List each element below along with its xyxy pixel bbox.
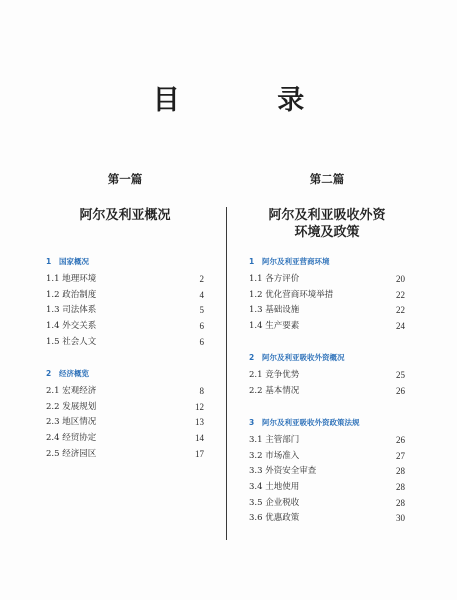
toc-entry[interactable] xyxy=(46,415,204,431)
part-title xyxy=(249,207,405,241)
toc-entry-page: 6 xyxy=(199,321,204,332)
toc-entry[interactable] xyxy=(249,433,405,449)
toc-entry-page: 28 xyxy=(396,482,405,493)
toc-entry-page: 26 xyxy=(396,385,405,396)
section-heading[interactable] xyxy=(249,353,405,363)
toc-entry-label: 2.1 宏观经济 xyxy=(46,386,97,396)
toc-entry-label: 1.3 司法体系 xyxy=(46,305,97,316)
toc-entry[interactable] xyxy=(249,319,405,335)
toc-entry-page: 24 xyxy=(396,321,405,332)
toc-entry-page: 28 xyxy=(396,497,405,508)
section-heading[interactable] xyxy=(46,369,204,379)
section-number: 2 xyxy=(46,369,52,378)
toc-entry[interactable] xyxy=(46,400,204,416)
toc-entry-page: 5 xyxy=(199,305,204,316)
section-heading-text: 阿尔及利亚吸收外资政策法规 xyxy=(262,418,360,427)
toc-entry-page: 4 xyxy=(199,289,204,300)
toc-entry-page: 2 xyxy=(199,274,204,284)
toc-entry[interactable] xyxy=(46,303,204,319)
toc-entry-label: 2.2 发展规划 xyxy=(46,401,97,412)
part-1-column xyxy=(46,172,204,459)
toc-entry-page: 14 xyxy=(195,433,204,444)
toc-entry-label: 2.4 经贸协定 xyxy=(46,433,97,444)
section-heading[interactable] xyxy=(249,418,405,428)
toc-entry[interactable] xyxy=(46,335,204,351)
part-title-line: 阿尔及利亚吸收外资 xyxy=(268,208,386,223)
toc-entry-page: 22 xyxy=(396,289,405,300)
part-2-column xyxy=(249,172,405,524)
toc-entry-page: 6 xyxy=(199,336,204,347)
toc-entry-label: 1.4 生产要素 xyxy=(249,321,300,332)
toc-entry-label: 1.2 政治制度 xyxy=(46,289,97,300)
section-number: 3 xyxy=(249,418,255,427)
section-number: 1 xyxy=(249,257,255,266)
toc-entry[interactable] xyxy=(249,272,405,288)
toc-entry-page: 8 xyxy=(199,386,204,396)
toc-entry-label: 3.1 主管部门 xyxy=(249,435,300,445)
toc-entry-page: 17 xyxy=(195,448,204,459)
toc-entry-label: 1.1 各方评价 xyxy=(249,274,300,284)
toc-entry-label: 2.2 基本情况 xyxy=(249,385,300,396)
toc-entry-label: 3.3 外资安全审查 xyxy=(249,466,317,477)
column-divider xyxy=(226,207,227,540)
section-heading-text: 阿尔及利亚营商环境 xyxy=(262,257,330,266)
toc-entry-label: 3.2 市场准入 xyxy=(249,450,300,461)
section-number: 1 xyxy=(46,257,52,266)
part-title-line: 阿尔及利亚概况 xyxy=(79,208,171,223)
toc-entry-label: 3.6 优惠政策 xyxy=(249,513,300,524)
section-heading-text: 国家概况 xyxy=(59,257,89,266)
toc-entry[interactable] xyxy=(249,384,405,400)
toc-entry-label: 2.3 地区情况 xyxy=(46,417,97,428)
toc-entry-page: 26 xyxy=(396,435,405,445)
toc-entry[interactable] xyxy=(249,480,405,496)
toc-entry-page: 25 xyxy=(396,370,405,380)
toc-entry-label: 3.4 土地使用 xyxy=(249,482,300,493)
toc-entry[interactable] xyxy=(249,464,405,480)
toc-entry-page: 20 xyxy=(396,274,405,284)
toc-entry[interactable] xyxy=(46,272,204,288)
toc-entry-page: 30 xyxy=(396,513,405,524)
toc-section xyxy=(46,257,204,350)
section-heading-text: 阿尔及利亚吸收外资概况 xyxy=(262,353,345,362)
toc-entry-label: 1.5 社会人文 xyxy=(46,336,97,347)
toc-entry[interactable] xyxy=(249,449,405,465)
toc-entry[interactable] xyxy=(249,496,405,512)
toc-entry[interactable] xyxy=(46,319,204,335)
toc-entry[interactable] xyxy=(46,384,204,400)
part-label: 第一篇 xyxy=(107,172,143,186)
section-heading-text: 经济概览 xyxy=(59,369,89,378)
part-label: 第二篇 xyxy=(309,172,345,186)
toc-entry-label: 1.4 外交关系 xyxy=(46,321,97,332)
toc-entry-label: 1.2 优化营商环境举措 xyxy=(249,289,334,300)
toc-section xyxy=(46,369,204,462)
toc-entry-label: 1.1 地理环境 xyxy=(46,274,97,284)
toc-entry-page: 27 xyxy=(396,450,405,461)
toc-section xyxy=(249,418,405,527)
toc-entry-page: 12 xyxy=(195,401,204,412)
toc-entry[interactable] xyxy=(249,511,405,527)
toc-entry-page: 28 xyxy=(396,466,405,477)
part-title xyxy=(46,207,204,224)
toc-entry-label: 1.3 基础设施 xyxy=(249,305,300,316)
toc-entry-label: 2.5 经济园区 xyxy=(46,448,97,459)
toc-entry-page: 22 xyxy=(396,305,405,316)
part-title-line: 环境及政策 xyxy=(294,225,360,240)
toc-entry[interactable] xyxy=(46,447,204,463)
toc-section xyxy=(249,353,405,399)
page-title: 目 录 xyxy=(152,85,349,116)
section-heading[interactable] xyxy=(46,257,204,267)
toc-entry[interactable] xyxy=(249,288,405,304)
toc-entry[interactable] xyxy=(249,303,405,319)
toc-entry[interactable] xyxy=(46,431,204,447)
toc-entry-label: 3.5 企业税收 xyxy=(249,497,300,508)
toc-entry[interactable] xyxy=(46,288,204,304)
toc-section xyxy=(249,257,405,335)
section-number: 2 xyxy=(249,353,255,362)
toc-entry-page: 13 xyxy=(195,417,204,428)
toc-entry[interactable] xyxy=(249,368,405,384)
toc-entry-label: 2.1 竞争优势 xyxy=(249,370,300,380)
section-heading[interactable] xyxy=(249,257,405,267)
